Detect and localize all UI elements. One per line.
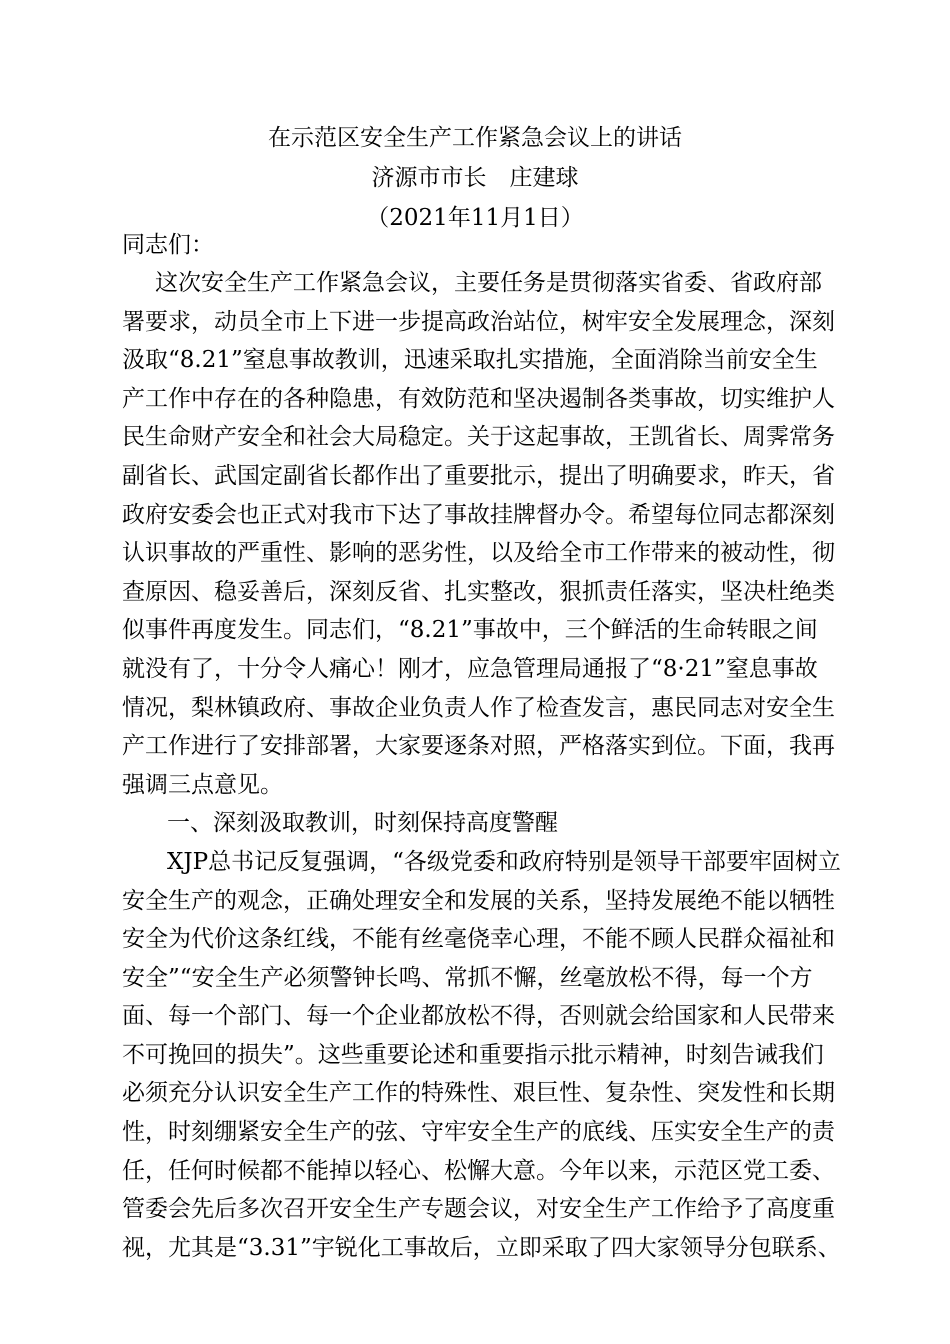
paragraph-line: 副省长、武国定副省长都作出了重要批示，提出了明确要求，昨天，省 [122, 462, 835, 489]
paragraph-line: 强调三点意见。 [122, 771, 283, 798]
speech-body [122, 226, 852, 1267]
paragraph-line: 这次安全生产工作紧急会议，主要任务是贯彻落实省委、省政府部 [155, 270, 822, 296]
section-heading: 一、深刻汲取教训，时刻保持高度警醒 [167, 810, 558, 837]
paragraph-line: 视，尤其是“3.31”宇锐化工事故后，立即采取了四大家领导分包联系、 [122, 1234, 841, 1261]
paragraph-line: 性，时刻绷紧安全生产的弦、守牢安全生产的底线、压实安全生产的责 [122, 1119, 835, 1146]
speech-title: 在示范区安全生产工作紧急会议上的讲话 [268, 125, 682, 151]
paragraph-line: 任，任何时候都不能掉以轻心、松懈大意。今年以来，示范区党工委、 [122, 1157, 835, 1184]
speaker-line: 济源市市长 庄建球 [371, 165, 579, 191]
paragraph-line: 认识事故的严重性、影响的恶劣性，以及给全市工作带来的被动性，彻 [122, 540, 835, 567]
paragraph-line: 安全生产的观念，正确处理安全和发展的关系，坚持发展绝不能以牺牲 [122, 887, 835, 914]
paragraph-line: 就没有了，十分令人痛心！刚才，应急管理局通报了“8·21”窒息事故 [122, 655, 818, 682]
paragraph-1 [122, 264, 852, 804]
paragraph-line: 查原因、稳妥善后，深刻反省、扎实整改，狠抓责任落实，坚决杜绝类 [122, 578, 835, 605]
paragraph-line: 产工作中存在的各种隐患，有效防范和坚决遏制各类事故，切实维护人 [122, 385, 835, 412]
paragraph-line: 安全为代价这条红线，不能有丝毫侥幸心理，不能不顾人民群众福祉和 [122, 926, 835, 953]
paragraph-line: 管委会先后多次召开安全生产专题会议，对安全生产工作给予了高度重 [122, 1196, 835, 1223]
paragraph-line: 安全”“安全生产必须警钟长鸣、常抓不懈，丝毫放松不得，每一个方 [122, 964, 813, 991]
paragraph-line: 政府安委会也正式对我市下达了事故挂牌督办令。希望每位同志都深刻 [122, 501, 835, 528]
paragraph-line: 面、每一个部门、每一个企业都放松不得，否则就会给国家和人民带来 [122, 1003, 835, 1030]
paragraph-line: 民生命财产安全和社会大局稳定。关于这起事故，王凯省长、周霁常务 [122, 424, 835, 451]
paragraph-line: 必须充分认识安全生产工作的特殊性、艰巨性、复杂性、突发性和长期 [122, 1080, 835, 1107]
title-block [0, 118, 950, 238]
paragraph-line: 署要求，动员全市上下进一步提高政治站位，树牢安全发展理念，深刻 [122, 308, 835, 335]
paragraph-2 [122, 843, 852, 1268]
paragraph-line: 情况，梨林镇政府、事故企业负责人作了检查发言，惠民同志对安全生 [122, 694, 835, 721]
paragraph-line: 不可挽回的损失”。这些重要论述和重要指示批示精神，时刻告诫我们 [122, 1041, 824, 1068]
salutation: 同志们： [122, 232, 214, 258]
speech-date: （2021年11月1日） [366, 205, 584, 231]
paragraph-line: 产工作进行了安排部署，大家要逐条对照，严格落实到位。下面，我再 [122, 733, 835, 760]
paragraph-line: 汲取“8.21”窒息事故教训，迅速采取扎实措施，全面消除当前安全生 [122, 347, 818, 374]
paragraph-line: 似事件再度发生。同志们，“8.21”事故中，三个鲜活的生命转眼之间 [122, 617, 818, 644]
paragraph-line: XJP总书记反复强调，“各级党委和政府特别是领导干部要牢固树立 [167, 848, 841, 875]
